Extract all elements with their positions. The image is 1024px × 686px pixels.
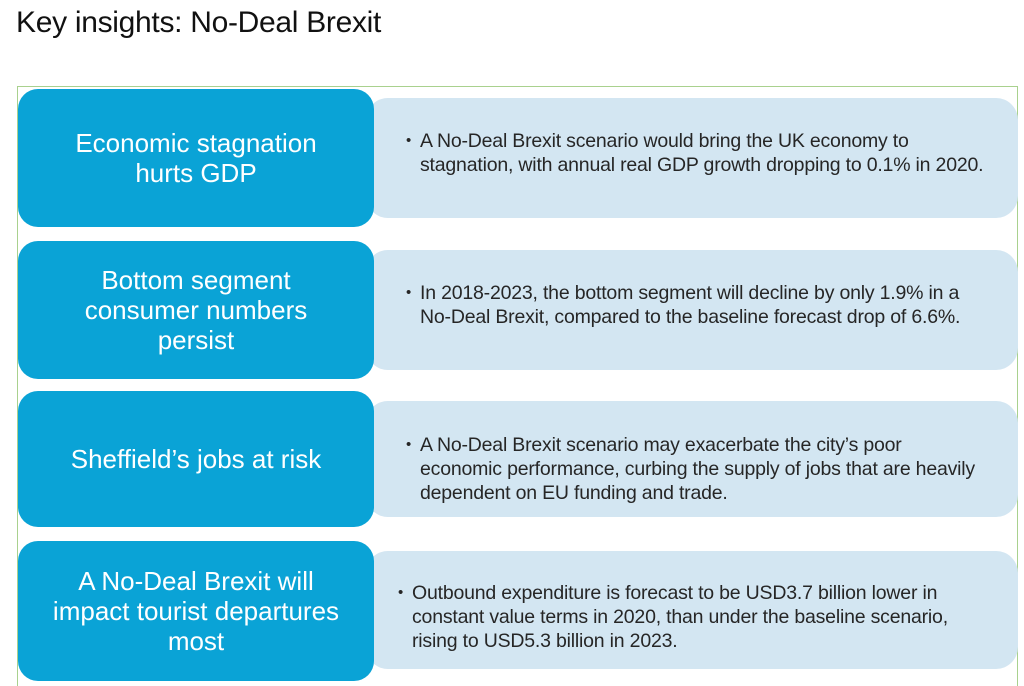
insight-detail: [366, 98, 1018, 218]
bullet-icon: •: [406, 436, 412, 453]
insight-text: In 2018-2023, the bottom segment will decline by only 1.9% in a No-Deal Brexit, compared to the baseline forecast drop of 6.6%.: [420, 282, 961, 328]
bullet-icon: •: [406, 132, 412, 149]
insight-heading: [18, 241, 374, 379]
insight-row: [18, 541, 1018, 681]
insight-detail: [366, 250, 1018, 370]
insight-detail: [366, 401, 1018, 517]
bullet-item: [406, 129, 988, 177]
insight-row: [18, 89, 1018, 227]
insight-heading-text: Bottom segment consumer numbers persist: [84, 265, 308, 355]
insight-heading-text: Sheffield’s jobs at risk: [70, 444, 322, 474]
insight-text: A No-Deal Brexit scenario may exacerbate the city’s poor economic performance, curbing the supply of jobs that are heavily dependent on EU funding and trade.: [420, 434, 975, 504]
insight-row: [18, 241, 1018, 379]
insight-heading-text: A No-Deal Brexit will impact tourist departures most: [52, 566, 340, 656]
bullet-icon: •: [398, 584, 404, 601]
bullet-item: [406, 433, 988, 505]
insight-text: Outbound expenditure is forecast to be USD3.7 billion lower in constant value terms in 2020, than under the baseline scenario, rising to USD5.3 billion in 2023.: [412, 582, 948, 652]
insight-heading: [18, 89, 374, 227]
insight-heading: [18, 541, 374, 681]
insight-text: A No-Deal Brexit scenario would bring the UK economy to stagnation, with annual real GDP growth dropping to 0.1% in 2020.: [420, 130, 984, 176]
insight-heading-text: Economic stagnation hurts GDP: [75, 128, 317, 188]
insight-row: [18, 391, 1018, 527]
insight-heading: [18, 391, 374, 527]
bullet-icon: •: [406, 284, 412, 301]
bullet-item: [398, 581, 988, 653]
bullet-item: [406, 281, 988, 329]
page-title: Key insights: No-Deal Brexit: [16, 6, 382, 39]
insight-detail: [366, 551, 1018, 669]
